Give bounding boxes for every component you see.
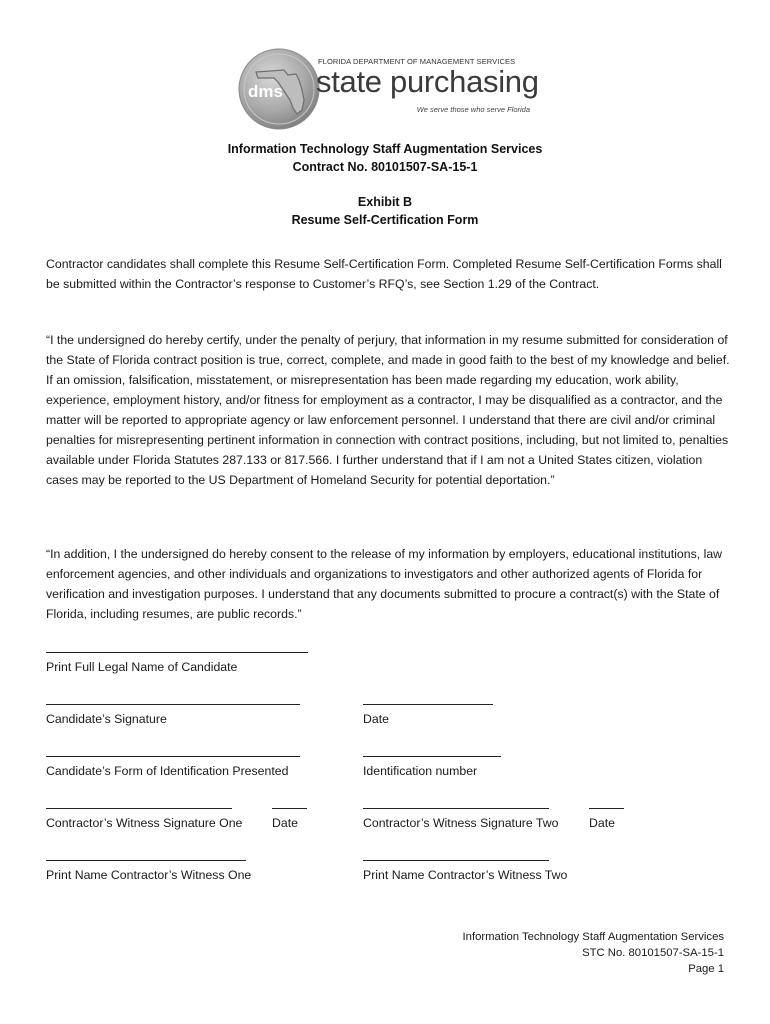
witness-name-one-label: Print Name Contractor’s Witness One [46, 868, 252, 882]
document-title [0, 140, 770, 176]
title-form-name: Resume Self-Certification Form [291, 213, 479, 227]
page-number: Page 1 [688, 963, 724, 975]
title-contract-number: Contract No. 80101507-SA-15-1 [292, 160, 478, 174]
id-number-label: Identification number [363, 764, 478, 778]
witness-name-one-field[interactable] [46, 860, 252, 882]
witness-name-two-field[interactable] [363, 860, 568, 882]
signature-line [363, 808, 549, 809]
signature-line [272, 808, 307, 809]
agency-name: FLORIDA DEPARTMENT OF MANAGEMENT SERVICES [318, 57, 516, 66]
witness-signature-two-field[interactable] [363, 808, 559, 830]
full-name-label: Print Full Legal Name of Candidate [46, 660, 238, 674]
witness-date-two-field[interactable] [589, 808, 624, 830]
full-name-field[interactable] [46, 652, 308, 674]
signature-line [589, 808, 624, 809]
certification-paragraph: “I the undersigned do hereby certify, under the penalty of perjury, that information in my resume submitted for consideration of the State of Florida contract position is true, correct, complete, and made in good faith to the best of my knowledge and belief. If an omission, falsification, misstatement, or misrepresentation has been made regarding my education, work ability, experience, employment history, and/or fitness for employment as a contractor, I may be disqualified as a contractor, and the matter will be reported to appropriate agency or law enforcement personnel. I understand that there are civil and/or criminal penalties for misrepresenting pertinent information in connection with contract positions, including, but not limited to, penalties available under Florida Statutes 287.133 or 817.566. I further understand that if I am not a United States citizen, violation cases may be reported to the US Department of Homeland Security for potential deportation.” [46, 333, 730, 487]
intro-paragraph: Contractor candidates shall complete this Resume Self-Certification Form. Completed Resume Self-Certification Forms shall be submitted within the Contractor’s response to Customer’s RFQ’s, see Section 1.29 of the Contract. [46, 257, 722, 291]
footer-contract-number: STC No. 80101507-SA-15-1 [582, 947, 724, 959]
title-exhibit: Exhibit B [357, 195, 413, 209]
title-services: Information Technology Staff Augmentation Services [227, 142, 543, 156]
witness-signature-one-label: Contractor’s Witness Signature One [46, 816, 243, 830]
brand-tagline: We serve those who serve Florida [416, 105, 530, 114]
witness-signature-two-label: Contractor’s Witness Signature Two [363, 816, 559, 830]
id-number-field[interactable] [363, 756, 501, 778]
signature-line [46, 756, 300, 757]
seal-text: dms [248, 82, 283, 101]
date-label: Date [363, 712, 389, 726]
signature-line [46, 704, 300, 705]
signature-line [363, 756, 501, 757]
footer-services: Information Technology Staff Augmentation Services [462, 931, 724, 943]
document-subtitle [0, 193, 770, 229]
witness-date-two-label: Date [589, 816, 615, 830]
brand-name: state purchasing [316, 64, 539, 99]
signature-line [46, 652, 308, 653]
witness-signature-one-field[interactable] [46, 808, 243, 830]
signature-line [363, 860, 549, 861]
form-of-id-label: Candidate’s Form of Identification Presented [46, 764, 289, 778]
dms-seal-icon [238, 48, 320, 130]
candidate-signature-label: Candidate’s Signature [46, 712, 167, 726]
witness-date-one-label: Date [272, 816, 298, 830]
candidate-signature-field[interactable] [46, 704, 300, 726]
date-field[interactable] [363, 704, 493, 726]
consent-paragraph: “In addition, I the undersigned do hereby consent to the release of my information by employers, educational institutions, law enforcement agencies, and other individuals and organizations to investigators and other authorized agents of Florida for verification and investigation purposes. I understand that any documents submitted to procure a contract(s) with the State of Florida, including resumes, are public records.” [46, 547, 723, 621]
form-of-id-field[interactable] [46, 756, 300, 778]
signature-line [46, 860, 246, 861]
signature-line [363, 704, 493, 705]
page-footer [463, 929, 724, 977]
state-purchasing-logo [238, 48, 538, 132]
signature-line [46, 808, 232, 809]
witness-name-two-label: Print Name Contractor’s Witness Two [363, 868, 568, 882]
witness-date-one-field[interactable] [272, 808, 307, 830]
